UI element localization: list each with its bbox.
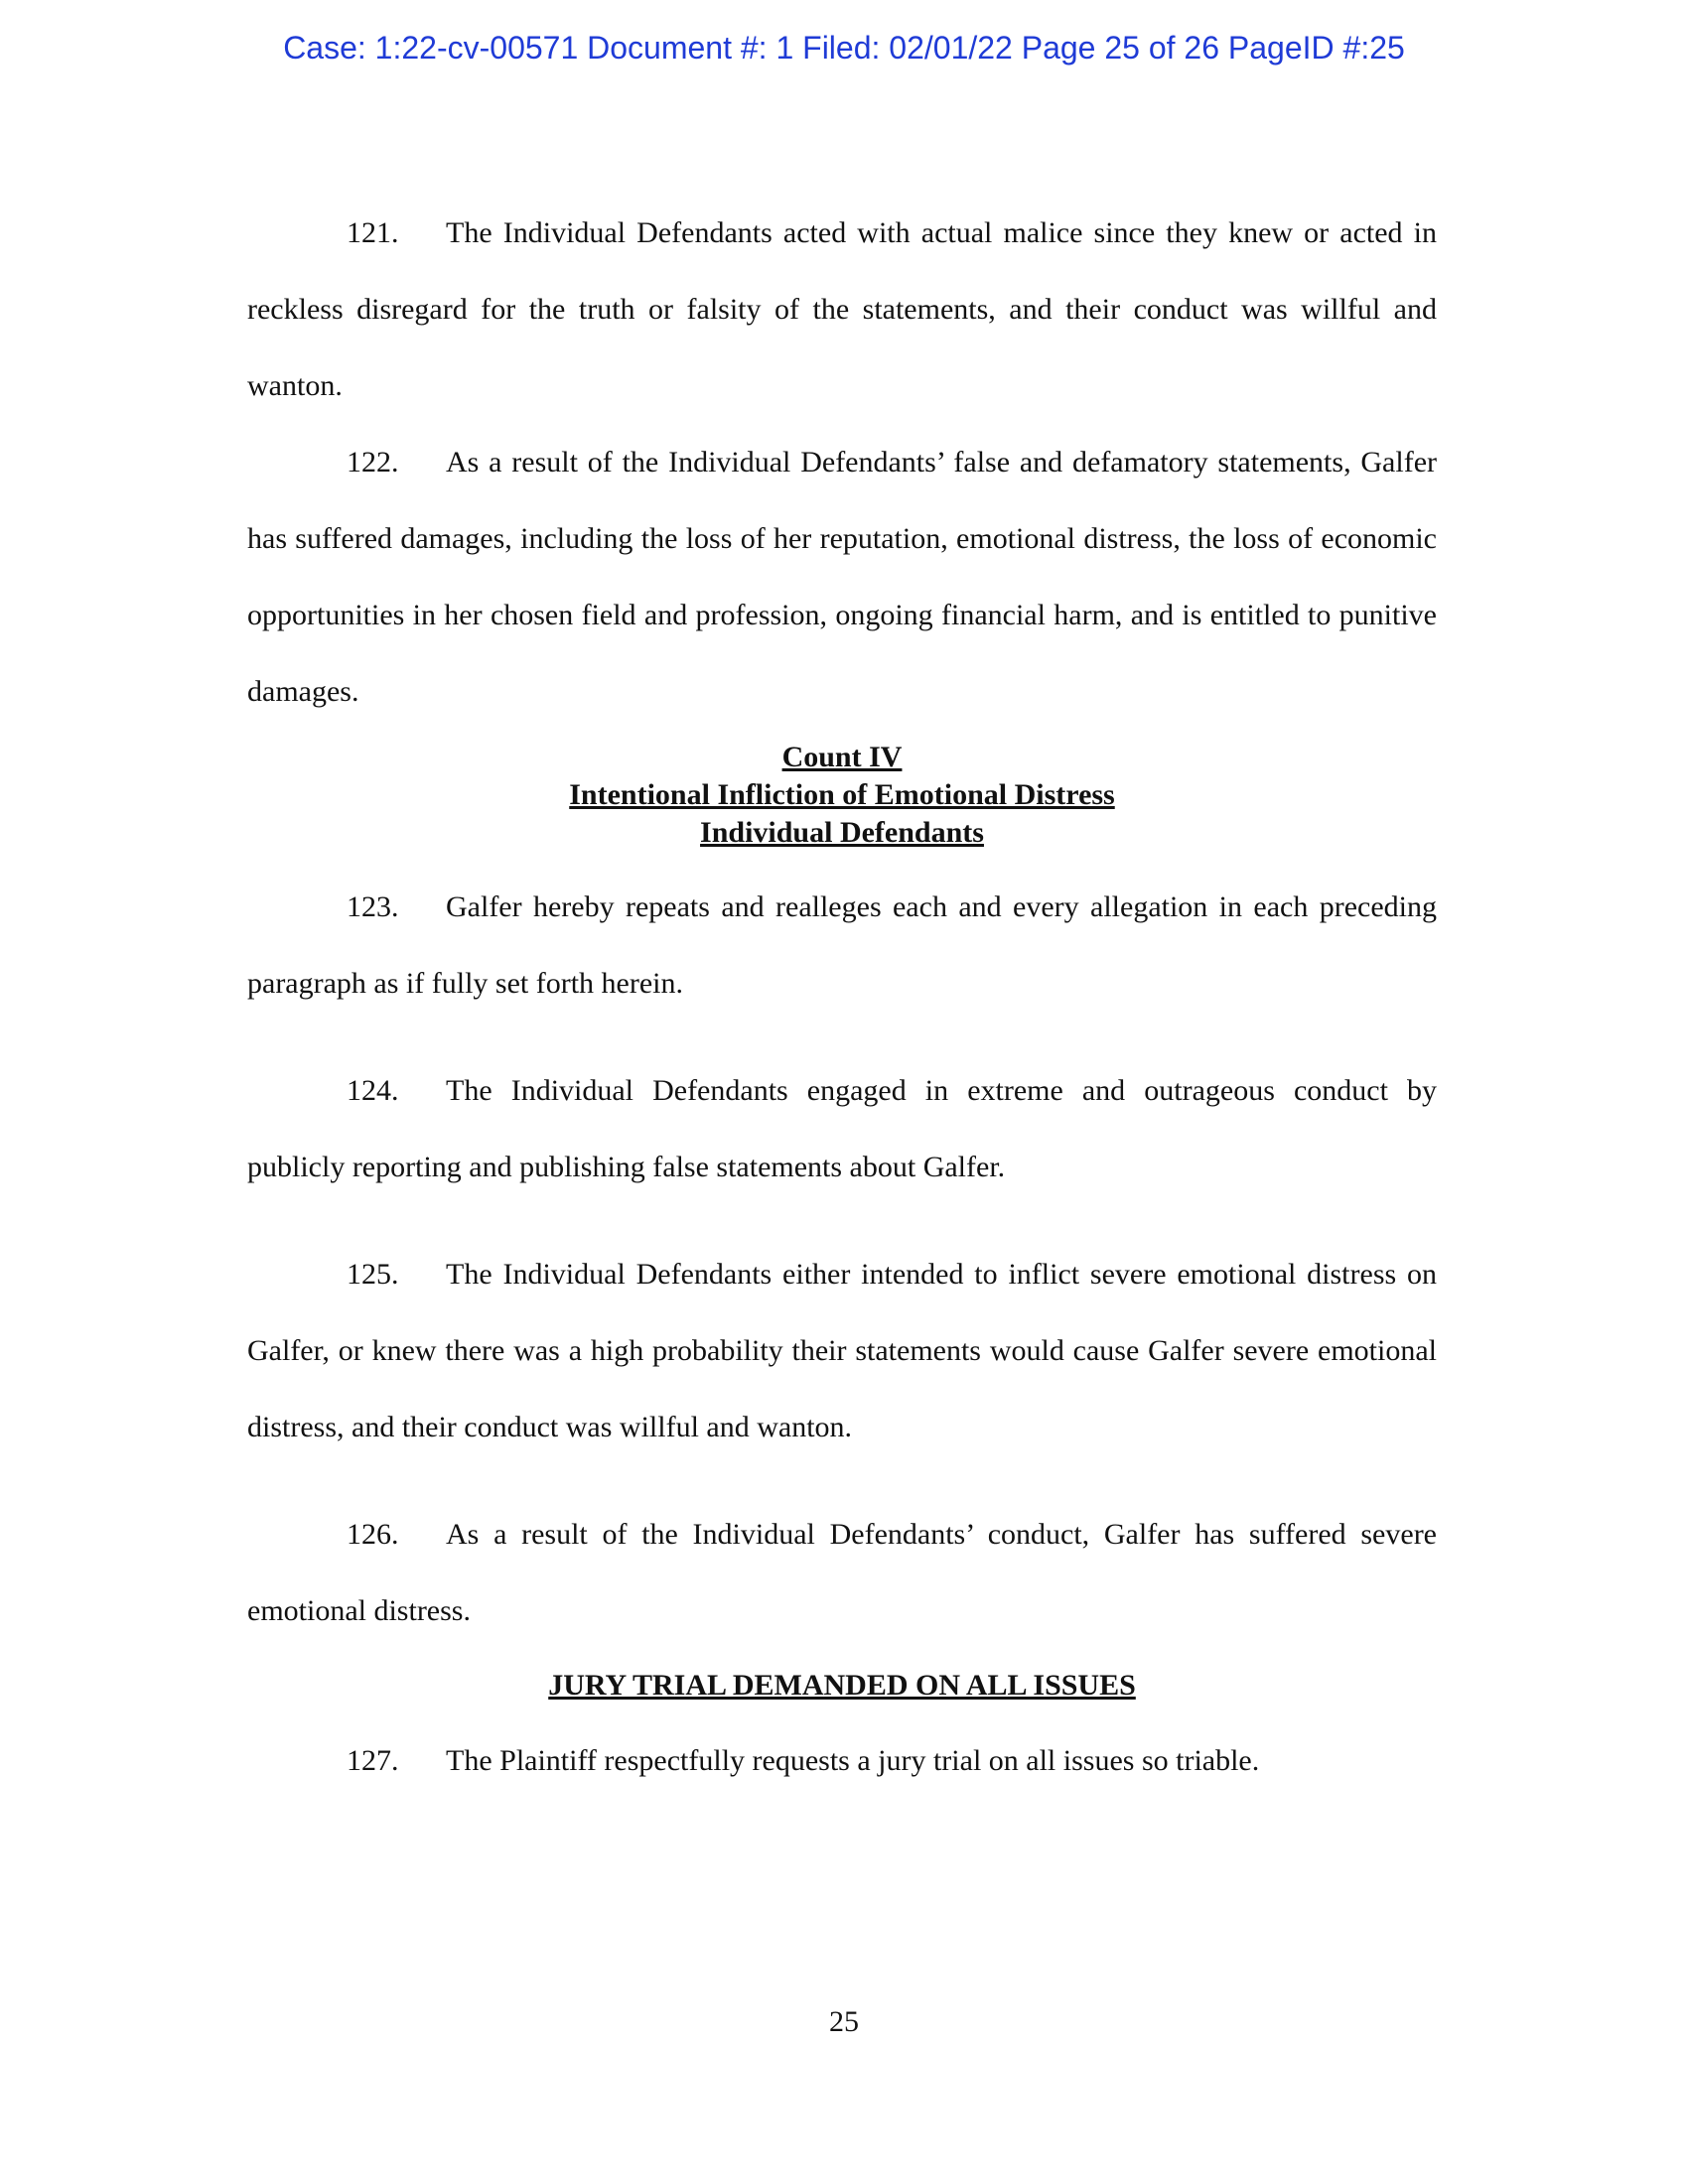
count-parties: Individual Defendants [700,816,984,849]
page-number: 25 [829,2005,859,2038]
document-body [247,195,1437,1799]
paragraph-number: 123. [347,890,399,923]
paragraph-number: 127. [347,1744,399,1777]
case-header-stamp: Case: 1:22-cv-00571 Document #: 1 Filed: 02/01/22 Page 25 of 26 PageID #:25 [283,30,1405,66]
paragraph-125 [247,1236,1437,1465]
paragraph-124 [247,1052,1437,1205]
paragraph-121 [247,195,1437,424]
paragraph-123 [247,869,1437,1022]
paragraph-number: 122. [347,446,399,478]
paragraph-126 [247,1496,1437,1649]
paragraph-text: The Individual Defendants acted with actual malice since they knew or acted in reckless disregard for the truth or falsity of the statements, and their conduct was willful and wanton. [247,216,1437,402]
paragraph-122 [247,424,1437,730]
count-heading [247,739,1437,852]
paragraph-text: The Individual Defendants engaged in extreme and outrageous conduct by publicly reporting and publishing false statements about Galfer. [247,1074,1437,1183]
paragraph-text: As a result of the Individual Defendants’ conduct, Galfer has suffered severe emotional distress. [247,1518,1437,1627]
paragraph-text: As a result of the Individual Defendants’ false and defamatory statements, Galfer has suffered damages, including the loss of her reputation, emotional distress, the loss of economic opportunities in her chosen field and profession, ongoing financial harm, and is entitled to punitive damages. [247,446,1437,708]
paragraph-text: The Plaintiff respectfully requests a jury trial on all issues so triable. [446,1744,1260,1777]
count-claim: Intentional Infliction of Emotional Distress [569,778,1115,811]
paragraph-127 [247,1722,1437,1799]
paragraph-number: 126. [347,1518,399,1551]
paragraph-number: 121. [347,216,399,249]
paragraph-number: 124. [347,1074,399,1107]
paragraph-number: 125. [347,1258,399,1291]
paragraph-text: The Individual Defendants either intended to inflict severe emotional distress on Galfer, or knew there was a high probability their statements would cause Galfer severe emotional distress, and their conduct was willful and wanton. [247,1258,1437,1443]
jury-demand-heading [247,1667,1437,1705]
paragraph-text: Galfer hereby repeats and realleges each and every allegation in each preceding paragraph as if fully set forth herein. [247,890,1437,1000]
jury-demand-title: JURY TRIAL DEMANDED ON ALL ISSUES [548,1669,1136,1702]
count-title: Count IV [781,741,903,773]
